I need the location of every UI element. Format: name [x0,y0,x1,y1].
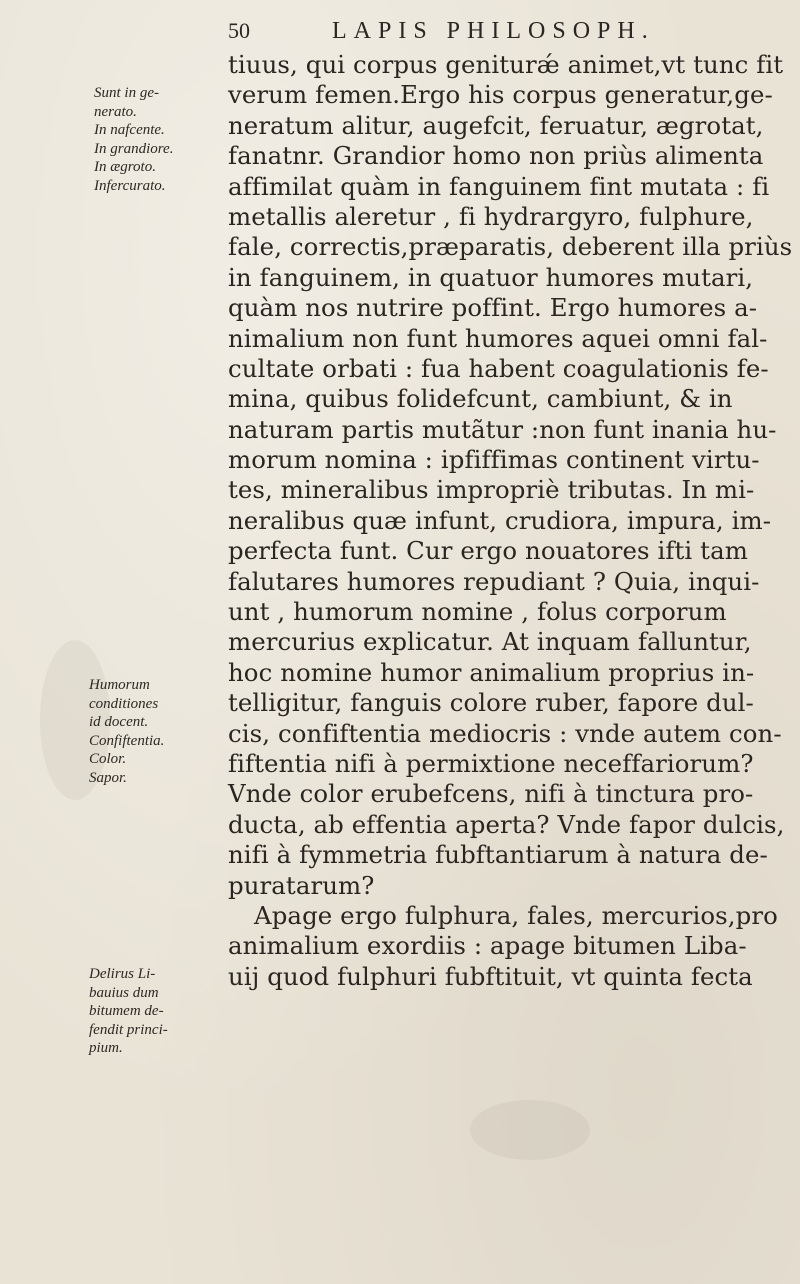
margin-note: bitumem de- [89,1003,164,1019]
margin-note-group [89,965,229,1058]
margin-note: Sunt in ge- [94,85,159,101]
margin-note: conditiones [89,695,159,712]
text-line: in fanguinem, in quatuor humores mutari, [228,262,754,292]
paper-stain [470,1100,590,1160]
text-line: Apage ergo fulphura, fales, mercurios,pro [254,900,778,930]
text-line: ducta, ab effentia aperta? Vnde fapor dulcis, [228,809,785,839]
margin-note: Sapor. [89,769,127,786]
text-line: quàm nos nutrire poffint. Ergo humores a- [228,293,758,323]
margin-note: In ægroto. [94,159,156,175]
margin-note: In grandiore. [94,140,174,157]
text-line: fanatnr. Grandior homo non priùs alimenta [228,141,764,171]
text-line: neratum alitur, augefcit, feruatur, ægrotat, [228,110,764,140]
text-line: Vnde color erubefcens, nifi à tinctura pro- [228,779,754,809]
margin-note: fendit princi- [89,1021,168,1038]
margin-note-group [94,84,234,195]
text-line: affimilat quàm in fanguinem fint mutata : fi [228,171,770,201]
margin-note: Confiftentia. [89,732,165,749]
text-line: neralibus quæ infunt, crudiora, impura, im- [228,505,772,535]
text-line: fiftentia nifi à permixtione neceffariorum? [228,748,754,778]
margin-note: Delirus Li- [89,966,156,982]
margin-note: Humorum [89,677,150,693]
margin-note: Color. [89,751,127,767]
margin-note: In nafcente. [94,122,165,138]
main-text-block [228,50,800,992]
text-line: puratarum? [228,870,375,900]
text-line: verum femen.Ergo his corpus generatur,ge- [228,80,773,110]
text-line: hoc nomine humor animalium proprius in- [228,657,755,687]
text-line: animalium exordiis : apage bitumen Liba- [228,931,747,961]
margin-note: nerato. [94,103,137,120]
text-line: metallis aleretur , fi hydrargyro, fulphure, [228,201,754,231]
margin-note-group [89,676,229,787]
margin-note: id docent. [89,714,149,730]
page-header [228,18,788,52]
text-line: morum nomina : ipfiffimas continent virtu- [228,445,760,475]
text-line: mina, quibus folidefcunt, cambiunt, & in [228,384,733,414]
page-number: 50 [228,18,250,43]
text-line: cis, confiftentia mediocris : vnde autem con- [228,718,782,748]
running-title: LAPIS PHILOSOPH. [332,18,655,44]
text-line: tes, mineralibus impropriè tributas. In mi- [228,475,755,505]
text-line: perfecta funt. Cur ergo nouatores ifti tam [228,536,748,566]
text-line: nimalium non funt humores aquei omni fal- [228,323,768,353]
margin-note: Infercurato. [94,177,166,194]
text-line: fale, correctis,præparatis, deberent illa priùs [228,232,793,262]
text-line: uij quod fulphuri fubftituit, vt quinta fecta [228,961,753,991]
text-line: falutares humores repudiant ? Quia, inqui- [228,566,760,596]
text-line: unt , humorum nomine , folus corporum [228,597,727,627]
text-line: nifi à fymmetria fubftantiarum à natura de- [228,840,768,870]
margin-note: pium. [89,1040,123,1056]
text-line: telligitur, fanguis colore ruber, fapore dul- [228,688,754,718]
text-line: tiuus, qui corpus geniturǽ animet,vt tunc fit [228,50,784,79]
text-line: naturam partis mutãtur :non funt inania hu- [228,414,777,444]
margin-note: bauius dum [89,984,159,1001]
text-line: mercurius explicatur. At inquam falluntur, [228,627,752,657]
text-line: cultate orbati : fua habent coagulationis fe- [228,353,769,383]
